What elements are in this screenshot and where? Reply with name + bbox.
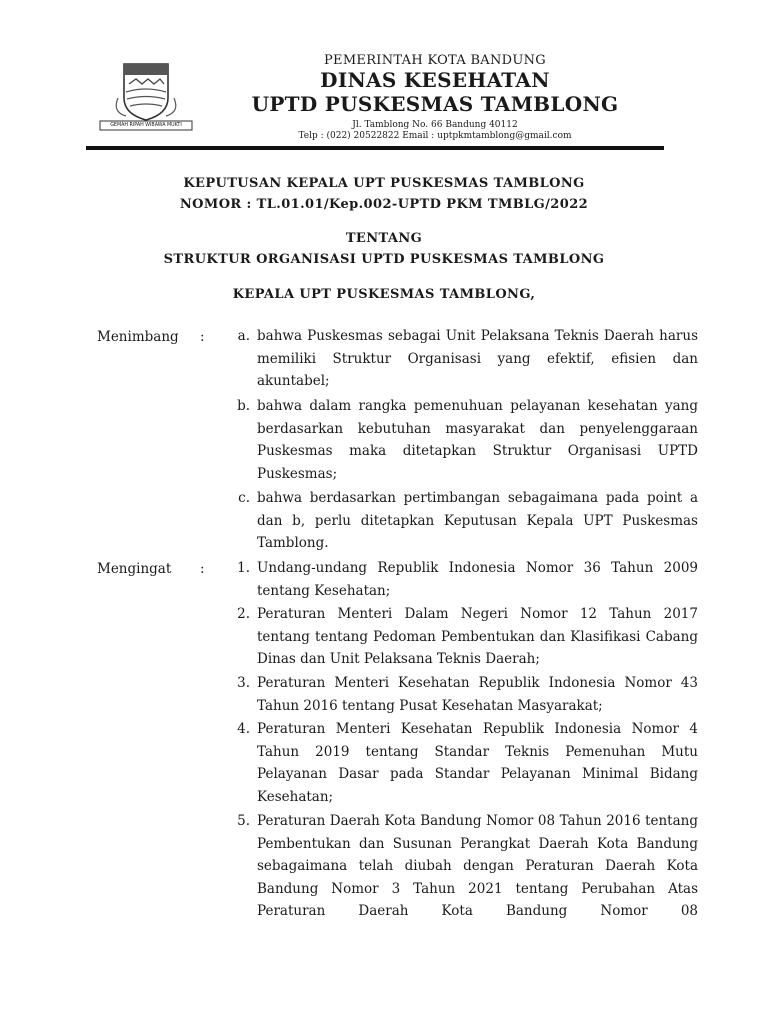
list-item: [222, 603, 698, 671]
item-marker: c.: [238, 490, 250, 506]
logo-motto: GEMAH RIPAH WIBAWA MUKTI: [110, 123, 182, 128]
item-text: Peraturan Menteri Kesehatan Republik Indonesia Nomor 43 Tahun 2016 tentang Pusat Kesehatan Masyarakat;: [257, 675, 698, 714]
issuer-title: KEPALA UPT PUSKESMAS TAMBLONG,: [232, 287, 536, 302]
item-text: bahwa berdasarkan pertimbangan sebagaimana pada point a dan b, perlu ditetapkan Keputusan Kepala UPT Puskesmas Tamblong.: [257, 490, 698, 552]
item-marker: 4.: [237, 721, 250, 737]
menimbang-label: Menimbang: [97, 329, 179, 345]
item-marker: a.: [237, 328, 250, 344]
government-name: PEMERINTAH KOTA BANDUNG: [323, 53, 546, 68]
item-marker: 1.: [237, 560, 250, 576]
item-text: Peraturan Menteri Kesehatan Republik Indonesia Nomor 4 Tahun 2019 tentang Standar Teknis Pemenuhan Mutu Pelayanan Dasar pada Standar Pelayanan Minimal Bidang Kesehatan;: [257, 721, 698, 805]
list-item: [222, 672, 698, 717]
decree-title: KEPUTUSAN KEPALA UPT PUSKESMAS TAMBLONG: [183, 176, 585, 191]
decree-subject: STRUKTUR ORGANISASI UPTD PUSKESMAS TAMBLONG: [163, 252, 605, 267]
about-label: TENTANG: [345, 231, 423, 246]
letterhead: [220, 52, 650, 142]
item-text: bahwa Puskesmas sebagai Unit Pelaksana Teknis Daerah harus memiliki Struktur Organisasi yang efektif, efisien dan akuntabel;: [257, 328, 698, 390]
item-marker: 3.: [237, 675, 250, 691]
item-text: bahwa dalam rangka pemenuhuan pelayanan kesehatan yang berdasarkan kebutuhan masyarakat dan penyelenggaraan Puskesmas maka ditetapkan Struktur Organisasi UPTD Puskesmas;: [257, 398, 698, 482]
list-item: [222, 395, 698, 485]
item-text: Undang-undang Republik Indonesia Nomor 36 Tahun 2009 tentang Kesehatan;: [257, 560, 698, 599]
agency-name: DINAS KESEHATAN: [320, 68, 550, 92]
item-marker: 5.: [237, 813, 250, 829]
mengingat-colon: :: [200, 561, 205, 577]
office-contact: Telp : (022) 20522822 Email : uptpkmtamblong@gmail.com: [298, 131, 572, 141]
office-address: Jl. Tamblong No. 66 Bandung 40112: [352, 120, 518, 130]
list-item: [222, 325, 698, 393]
list-item: [222, 557, 698, 602]
list-item: [222, 718, 698, 808]
menimbang-colon: :: [200, 329, 205, 345]
item-text: Peraturan Daerah Kota Bandung Nomor 08 Tahun 2016 tentang Pembentukan dan Susunan Perangkat Daerah Kota Bandung sebagaimana telah diubah dengan Peraturan Daerah Kota Bandung Nomor 3 Tahun 2021 tentang Perubahan Atas Peraturan Daerah Kota Bandung Nomor 08: [257, 813, 698, 920]
mengingat-label: Mengingat: [97, 561, 172, 577]
list-item: [222, 487, 698, 555]
item-marker: 2.: [237, 606, 250, 622]
decree-number: NOMOR : TL.01.01/Kep.002-UPTD PKM TMBLG/2022: [179, 197, 589, 212]
item-text: Peraturan Menteri Dalam Negeri Nomor 12 Tahun 2017 tentang tentang Pedoman Pembentukan dan Klasifikasi Cabang Dinas dan Unit Pelaksana Teknis Daerah;: [257, 606, 698, 668]
item-marker: b.: [237, 398, 250, 414]
unit-name: UPTD PUSKESMAS TAMBLONG: [251, 92, 619, 116]
list-item: [222, 810, 698, 923]
letterhead-divider: [86, 146, 664, 150]
